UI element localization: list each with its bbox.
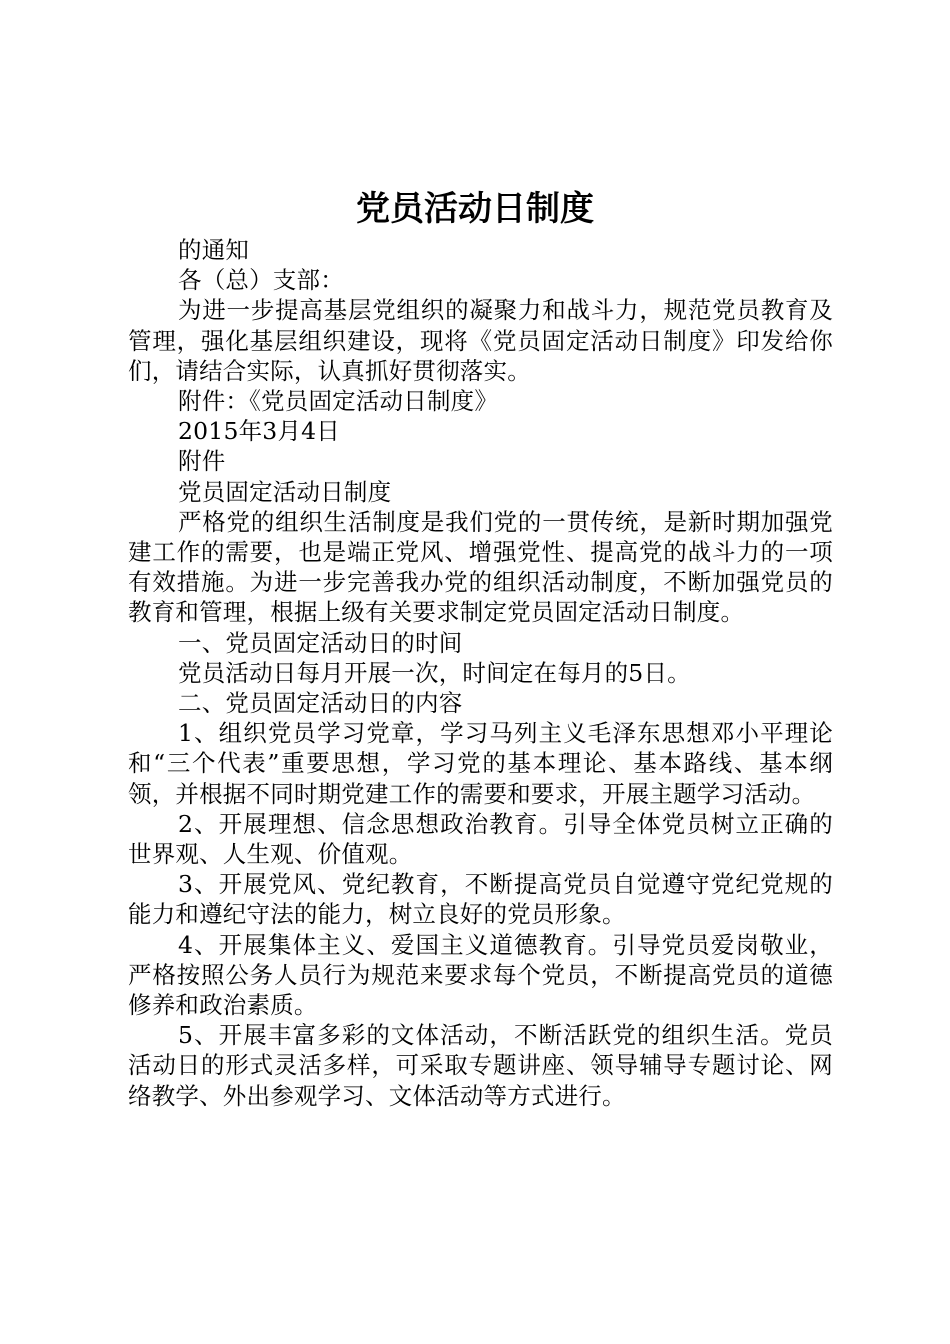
document-title: 党员活动日制度: [356, 189, 594, 229]
section-heading-content: 二、党员固定活动日的内容: [178, 689, 463, 718]
paragraph-attachment-title: 党员固定活动日制度: [178, 477, 392, 506]
list-item-1: 1、组织党员学习党章，学习马列主义毛泽东思想邓小平理论和“三个代表”重要思想，学习党的基本理论、基本路线、基本纲领，并根据不同时期党建工作的需要和要求，开展主题学习活动。: [128, 719, 833, 808]
paragraph-notice-body: 为进一步提高基层党组织的凝聚力和战斗力，规范党员教育及管理，强化基层组织建设，现将《党员固定活动日制度》印发给你们，请结合实际，认真抓好贯彻落实。: [128, 296, 833, 385]
paragraph-time: 党员活动日每月开展一次，时间定在每月的5日。: [178, 658, 691, 687]
paragraph-notice-heading: 的通知: [178, 236, 250, 264]
list-item-4: 4、开展集体主义、爱国主义道德教育。引导党员爱岗敬业，严格按照公务人员行为规范来要求每个党员，不断提高党员的道德修养和政治素质。: [128, 930, 833, 1020]
list-item-5: 5、开展丰富多彩的文体活动，不断活跃党的组织生活。党员活动日的形式灵活多样，可采取专题讲座、领导辅导专题讨论、网络教学、外出参观学习、文体活动等方式进行。: [128, 1021, 833, 1110]
section-heading-time: 一、党员固定活动日的时间: [178, 628, 463, 657]
paragraph-date: 2015年3月4日: [178, 417, 341, 446]
paragraph-attachment-label: 附件: [178, 447, 226, 476]
document-body: [128, 235, 833, 1111]
paragraph-attachment-line: 附件：《党员固定活动日制度》: [178, 387, 499, 416]
list-item-3: 3、开展党风、党纪教育，不断提高党员自觉遵守党纪党规的能力和遵纪守法的能力，树立良好的党员形象。: [128, 870, 833, 929]
paragraph-intro: 严格党的组织生活制度是我们党的一贯传统，是新时期加强党建工作的需要，也是端正党风、增强党性、提高党的战斗力的一项有效措施。为进一步完善我办党的组织活动制度，不断加强党员的教育和管理，根据上级有关要求制定党员固定活动日制度。: [128, 507, 833, 627]
list-item-2: 2、开展理想、信念思想政治教育。引导全体党员树立正确的世界观、人生观、价值观。: [128, 809, 833, 869]
paragraph-salutation: 各（总）支部：: [178, 266, 344, 295]
